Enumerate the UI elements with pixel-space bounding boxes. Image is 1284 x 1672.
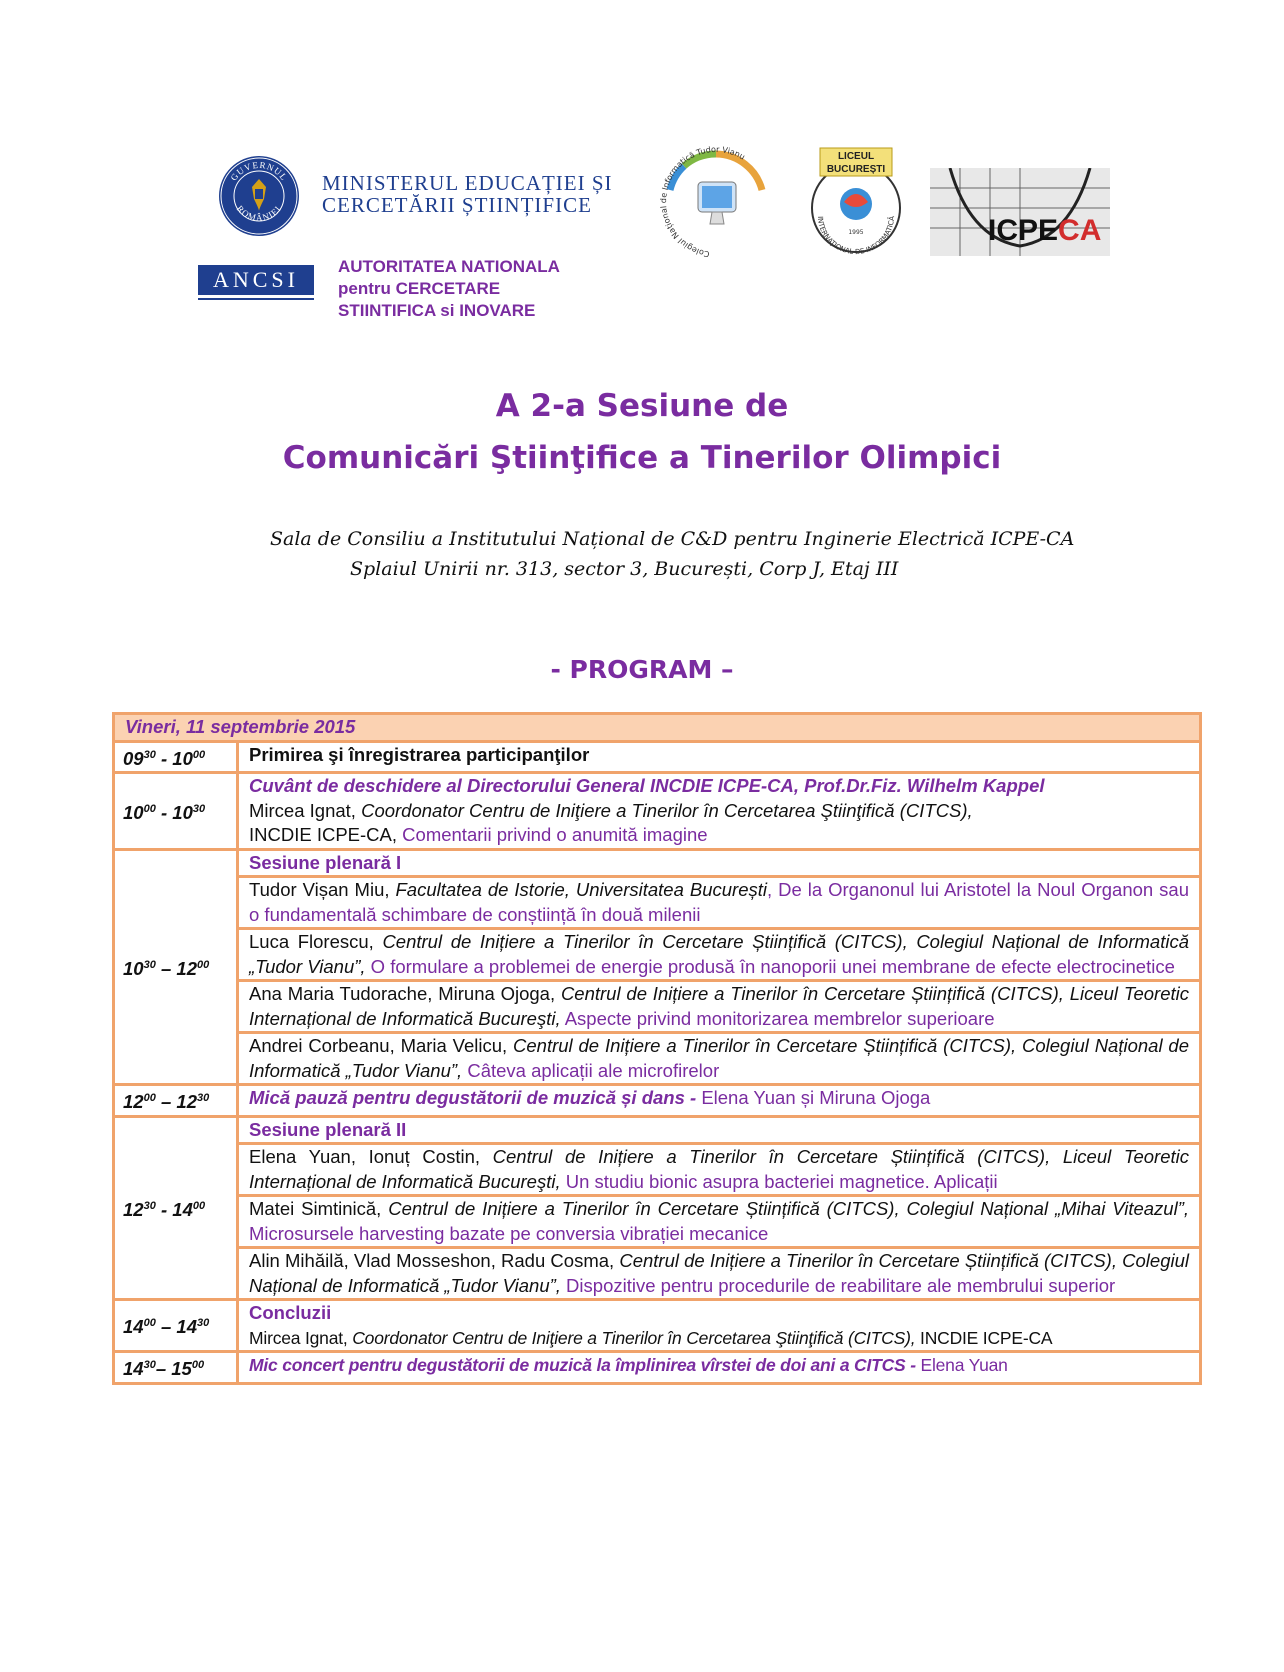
concert-label: Mic concert pentru degustătorii de muzică la împlinirea vîrstei de doi ani a CITCS - — [249, 1355, 921, 1376]
program-table — [112, 712, 1202, 1385]
table-row — [114, 1085, 1201, 1117]
time-slot: $12^{00} - 12^{30}$ — [114, 1085, 238, 1117]
break-item — [238, 1085, 1201, 1117]
liceu-ring-text: INTERNAȚIONAL DE INFORMATICĂ — [815, 215, 897, 257]
talk-item: Matei Simtinică, Centrul de Inițiere a Tinerilor în Cercetare Științifică (CITCS), Colegiul Național „Mihai Viteazul”, Microsursele harvesting bazate pe conversia vibrației mecanice — [238, 1196, 1201, 1248]
concert-item — [238, 1352, 1201, 1384]
day-row — [114, 714, 1201, 742]
opening-role: Coordonator Centru de Iniţiere a Tinerilor în Cercetarea Ştiinţifică (CITCS), — [361, 799, 973, 821]
break-performers: Elena Yuan și Miruna Ojoga — [701, 1087, 931, 1109]
time-slot: $10^{30} - 12^{00}$ — [114, 849, 238, 1085]
day-label: Vineri, 11 septembrie 2015 — [114, 714, 1201, 742]
talk-row — [114, 1196, 1201, 1248]
authority-line-1: AUTORITATEA NATIONALA — [338, 257, 560, 276]
title-line-1: A 2-a Sesiune de — [495, 388, 789, 424]
conclusions-title: Concluzii — [249, 1302, 332, 1324]
authority-line-2: pentru CERCETARE — [338, 279, 501, 298]
opening-speech: Cuvânt de deschidere al Directorului General INCDIE ICPE-CA, Prof.Dr.Fiz. Wilhelm Kappel — [249, 775, 1045, 797]
ancsi-authority-name — [338, 256, 560, 322]
vianu-ring-text: Colegiul Național de Informatică Tudor Vianu — [659, 144, 747, 259]
talk-row — [114, 1144, 1201, 1196]
ministry-line-2: CERCETĂRII ȘTIINȚIFICE — [322, 193, 592, 217]
registration-item: Primirea şi înregistrarea participanţilor — [238, 741, 1201, 773]
table-row — [114, 1352, 1201, 1384]
table-row — [114, 849, 1201, 877]
talk-row — [114, 877, 1201, 929]
government-seal-logo — [218, 155, 300, 237]
conclusions-author: Mircea Ignat, — [249, 1327, 353, 1348]
talk-row — [114, 1248, 1201, 1300]
table-row — [114, 741, 1201, 773]
ancsi-logo: ANCSI — [198, 265, 314, 295]
svg-text:ICPECA — [988, 214, 1101, 247]
liceu-line-1: LICEUL — [837, 151, 875, 162]
talk-item: Tudor Vișan Miu, Facultatea de Istorie, Universitatea București, De la Organonul lui Aristotel la Noul Organon sau o fundamentală schimbare de conștiință în două milenii — [238, 877, 1201, 929]
ministry-line-1: MINISTERUL EDUCAȚIEI ȘI — [322, 171, 613, 195]
liceu-line-2: BUCUREȘTI — [826, 164, 886, 175]
time-slot: $09^{30} - 10^{00}$ — [114, 741, 238, 773]
liceul-international-logo — [800, 146, 912, 258]
authority-line-3: STIINTIFICA si INOVARE — [338, 301, 536, 320]
talk-item: Ana Maria Tudorache, Miruna Ojoga, Centrul de Inițiere a Tinerilor în Cercetare Științifică (CITCS), Liceul Teoretic Internațional de Informatică Bucureşti, Aspecte privind monitorizarea membrelor superioare — [238, 981, 1201, 1033]
opening-talk-title: Comentarii privind o anumită imagine — [402, 824, 708, 846]
table-row — [114, 1300, 1201, 1352]
program-heading: - PROGRAM – — [550, 655, 734, 684]
conclusions-item — [238, 1300, 1201, 1352]
talk-item: Alin Mihăilă, Vlad Mosseshon, Radu Cosma, Centrul de Inițiere a Tinerilor în Cercetare Științifică (CITCS), Colegiul Național de Informatică „Tudor Vianu”, Dispozitive pentru procedurile de reabilitare ale membrului superior — [238, 1248, 1201, 1300]
time-slot: $14^{30}-$ $15^{00}$ — [114, 1352, 238, 1384]
icpe-ca-logo — [930, 168, 1110, 256]
tudor-vianu-college-logo — [656, 142, 776, 262]
talk-item: Luca Florescu, Centrul de Inițiere a Tinerilor în Cercetare Științifică (CITCS), Colegiul Național de Informatică „Tudor Vianu”, O formulare a problemei de energie produsă în nanoporii unei membrane de efecte electrocinetice — [238, 929, 1201, 981]
talk-row — [114, 1033, 1201, 1085]
liceu-year: 1995 — [848, 229, 864, 236]
opening-author: Mircea Ignat, — [249, 799, 362, 821]
table-row — [114, 1116, 1201, 1144]
concert-performer: Elena Yuan — [920, 1355, 1008, 1376]
talk-item: Elena Yuan, Ionuț Costin, Centrul de Inițiere a Tinerilor în Cercetare Științifică (CITCS), Liceul Teoretic Internațional de Informatică Bucureşti, Un studiu bionic asupra bacteriei magnetice. Aplicații — [238, 1144, 1201, 1196]
conclusions-role: Coordonator Centru de Iniţiere a Tinerilor în Cercetarea Ştiinţifică (CITCS), — [352, 1327, 916, 1348]
session-1-title: Sesiune plenară I — [238, 849, 1201, 877]
talk-row — [114, 929, 1201, 981]
time-slot: $14^{00} - 14^{30}$ — [114, 1300, 238, 1352]
ancsi-underline — [198, 298, 314, 300]
session-2-title: Sesiune plenară II — [238, 1116, 1201, 1144]
icpe-text: ICPE — [988, 214, 1059, 247]
ca-text: CA — [1058, 214, 1102, 247]
venue-line-1: Sala de Consiliu a Institutului Național de C&D pentru Inginerie Electrică ICPE-CA — [270, 528, 1075, 550]
break-label: Mică pauză pentru degustătorii de muzică și dans - — [249, 1087, 702, 1109]
talk-item: Andrei Corbeanu, Maria Velicu, Centrul de Inițiere a Tinerilor în Cercetare Științifică (CITCS), Colegiul Național de Informatică „Tudor Vianu”, Câteva aplicații ale microfirelor — [238, 1033, 1201, 1085]
talk-row — [114, 981, 1201, 1033]
time-slot: $10^{00} - 10^{30}$ — [114, 773, 238, 850]
time-slot: $12^{30} - 14^{00}$ — [114, 1116, 238, 1300]
seal-top-text: GUVERNUL — [228, 159, 290, 183]
venue-line-2: Splaiul Unirii nr. 313, sector 3, București, Corp J, Etaj III — [350, 558, 899, 580]
seal-bottom-text: ROMÂNIEI — [234, 203, 284, 223]
opening-institution: INCDIE ICPE-CA, — [249, 824, 403, 846]
conclusions-institution: INCDIE ICPE-CA — [915, 1327, 1053, 1348]
ministry-name — [322, 172, 613, 216]
table-row — [114, 773, 1201, 850]
opening-item — [238, 773, 1201, 850]
title-line-2: Comunicări Ştiinţifice a Tinerilor Olimpici — [282, 440, 1002, 476]
